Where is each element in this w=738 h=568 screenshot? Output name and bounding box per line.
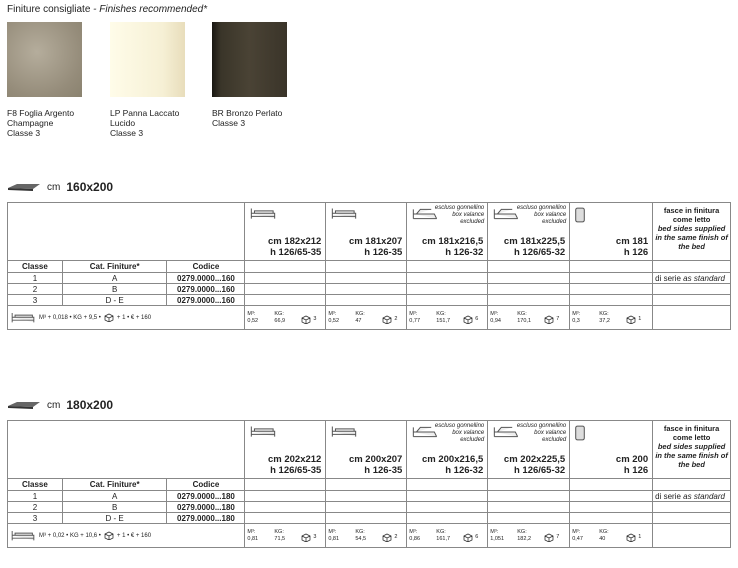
kg-value: 71,5 xyxy=(274,535,286,542)
header-note-line: escluso gonnellino xyxy=(516,205,567,211)
kg-value: 170,1 xyxy=(517,317,532,324)
dimension-header xyxy=(570,203,653,261)
header-note xyxy=(435,423,484,444)
price-table xyxy=(7,202,731,330)
box-count: 7 xyxy=(556,533,560,540)
empty-cell xyxy=(653,479,731,491)
package-icon xyxy=(626,315,636,324)
mattress-icon xyxy=(7,182,41,192)
empty-cell xyxy=(653,306,731,330)
kg-value: 47 xyxy=(355,317,362,324)
m3-label: M³: xyxy=(572,528,581,535)
m3-label: M³: xyxy=(409,310,418,317)
cell-codice: 0279.0000...180 xyxy=(167,502,245,513)
box-count: 2 xyxy=(394,315,398,322)
header-note-line: box valance xyxy=(534,430,567,436)
package-icon xyxy=(382,315,392,324)
col-codice: Codice xyxy=(167,479,245,491)
metrics-row xyxy=(8,524,731,548)
package-icon xyxy=(301,315,311,324)
empty-cell xyxy=(488,261,570,273)
price-cell xyxy=(326,491,407,502)
empty-cell xyxy=(653,502,731,513)
price-cell xyxy=(488,295,570,306)
dimension-header xyxy=(245,203,326,261)
kg-label: KG: xyxy=(517,528,527,535)
metrics-cell xyxy=(570,306,653,330)
fasce-line: come letto xyxy=(672,433,711,442)
dimension-header xyxy=(245,421,326,479)
header-note-line: escluso gonnellino xyxy=(516,423,567,429)
package-icon xyxy=(382,533,392,542)
empty-cell xyxy=(653,295,731,306)
price-cell xyxy=(245,273,326,284)
formula-text-2: + 1 • € + 160 xyxy=(116,532,152,539)
cell-cat: B xyxy=(62,284,167,295)
kg-value: 37,2 xyxy=(599,317,610,324)
empty-cell xyxy=(245,479,326,491)
price-cell xyxy=(326,284,407,295)
m3-label: M³: xyxy=(409,528,418,535)
bed-icon xyxy=(249,206,277,222)
price-cell xyxy=(245,295,326,306)
finish-label-line: LP Panna Laccato xyxy=(110,108,180,118)
metrics-cell xyxy=(326,306,407,330)
fasce-line-en: bed sides supplied xyxy=(657,224,726,233)
price-cell xyxy=(407,513,488,524)
metrics-cell xyxy=(570,524,653,548)
package-icon xyxy=(626,533,636,542)
cell-classe: 1 xyxy=(8,491,63,502)
cell-classe: 3 xyxy=(8,295,63,306)
fasce-line-en: the bed xyxy=(678,460,705,469)
header-note xyxy=(517,423,566,444)
std-it: di serie xyxy=(655,273,681,283)
bed-icon xyxy=(330,424,358,440)
price-cell xyxy=(570,295,653,306)
headboard-icon xyxy=(574,424,586,442)
metrics-cell xyxy=(488,306,570,330)
empty-cell xyxy=(653,513,731,524)
finish-label-3 xyxy=(212,108,302,128)
empty-cell xyxy=(326,479,407,491)
dimension-header xyxy=(488,421,570,479)
price-cell xyxy=(326,513,407,524)
price-cell xyxy=(326,502,407,513)
size-value: 180x200 xyxy=(66,398,114,412)
dimension-header xyxy=(407,203,488,261)
formula-text-2: + 1 • € + 160 xyxy=(116,314,152,321)
m3-value: 0,81 xyxy=(328,535,340,542)
cell-codice: 0279.0000...160 xyxy=(167,273,245,284)
fasce-line-en: in the same finish of xyxy=(655,451,728,460)
kg-label: KG: xyxy=(436,310,446,317)
m3-value: 0,77 xyxy=(409,317,421,324)
fasce-line-en: bed sides supplied xyxy=(657,442,726,451)
cell-classe: 3 xyxy=(8,513,63,524)
col-cat-finiture: Cat. Finiture* xyxy=(62,261,167,273)
formula-cell xyxy=(8,524,245,548)
package-icon xyxy=(104,313,114,322)
cell-codice: 0279.0000...180 xyxy=(167,491,245,502)
cell-cat: A xyxy=(62,273,167,284)
cell-classe: 1 xyxy=(8,273,63,284)
kg-label: KG: xyxy=(517,310,527,317)
dimension-header xyxy=(570,421,653,479)
header-note-line: excluded xyxy=(460,437,485,443)
column-header-row xyxy=(8,479,731,491)
package-icon xyxy=(463,315,473,324)
headboard-icon xyxy=(574,206,586,224)
header-note-line: box valance xyxy=(452,212,485,218)
finish-label-line: Classe 3 xyxy=(7,128,41,138)
dimension-width: cm 200 xyxy=(615,454,649,465)
kg-value: 66,9 xyxy=(274,317,286,324)
cell-codice: 0279.0000...180 xyxy=(167,513,245,524)
box-count: 2 xyxy=(394,533,398,540)
empty-cell xyxy=(653,524,731,548)
col-codice: Codice xyxy=(167,261,245,273)
fasce-line: come letto xyxy=(672,215,711,224)
standard-cell xyxy=(653,273,731,284)
std-en: as standard xyxy=(683,491,725,501)
metrics-cell xyxy=(407,524,488,548)
kg-value: 151,7 xyxy=(436,317,451,324)
finish-label-2 xyxy=(110,108,200,138)
header-note-line: excluded xyxy=(542,437,567,443)
price-cell xyxy=(245,502,326,513)
price-cell xyxy=(407,491,488,502)
formula-cell xyxy=(8,306,245,330)
header-note xyxy=(517,205,566,226)
dimension-header xyxy=(326,203,407,261)
header-row xyxy=(8,421,731,479)
column-header-row xyxy=(8,261,731,273)
finishes-title-en: - Finishes recommended* xyxy=(90,4,208,15)
kg-label: KG: xyxy=(436,528,446,535)
finishes-title-it: Finiture consigliate xyxy=(7,4,91,15)
header-note xyxy=(435,205,484,226)
m3-value: 0,86 xyxy=(409,535,421,542)
cell-cat: B xyxy=(62,502,167,513)
m3-value: 0,81 xyxy=(247,535,259,542)
price-cell xyxy=(488,502,570,513)
price-cell xyxy=(407,295,488,306)
header-note-line: escluso gonnellino xyxy=(434,205,485,211)
header-note-line: excluded xyxy=(542,219,567,225)
std-en: as standard xyxy=(683,273,725,283)
dimension-height: h 126-32 xyxy=(445,465,484,476)
package-icon xyxy=(463,533,473,542)
dimension-height: h 126/65-35 xyxy=(270,247,322,258)
m3-value: 0,47 xyxy=(572,535,583,542)
dimension-width: cm 181x207 xyxy=(348,236,403,247)
table-row xyxy=(8,502,731,513)
header-note-line: escluso gonnellino xyxy=(434,423,485,429)
metrics-cell xyxy=(488,524,570,548)
header-row xyxy=(8,203,731,261)
fasce-header xyxy=(653,203,731,261)
dimension-height: h 126 xyxy=(623,247,649,258)
package-icon xyxy=(544,315,554,324)
kg-label: KG: xyxy=(355,310,365,317)
kg-label: KG: xyxy=(599,310,609,317)
price-cell xyxy=(570,284,653,295)
m3-label: M³: xyxy=(490,528,499,535)
finish-swatch-argento xyxy=(7,22,82,97)
metrics-cell xyxy=(245,524,326,548)
empty-cell xyxy=(488,479,570,491)
dimension-header xyxy=(407,421,488,479)
bed-icon xyxy=(249,424,277,440)
finish-label-1 xyxy=(7,108,97,138)
table-row xyxy=(8,295,731,306)
empty-cell xyxy=(245,261,326,273)
finish-label-line: Lucido xyxy=(110,118,136,128)
box-count: 6 xyxy=(475,533,479,540)
header-blank xyxy=(8,203,245,261)
finish-label-line: Classe 3 xyxy=(110,128,144,138)
cell-classe: 2 xyxy=(8,284,63,295)
box-count: 7 xyxy=(556,315,560,322)
package-icon xyxy=(301,533,311,542)
empty-cell xyxy=(570,479,653,491)
dimension-height: h 126/65-32 xyxy=(513,247,566,258)
empty-cell xyxy=(570,261,653,273)
formula-text: M³ + 0,018 • KG + 9,5 • xyxy=(39,314,101,321)
price-cell xyxy=(570,513,653,524)
fasce-line-en: in the same finish of xyxy=(655,233,728,242)
finish-swatch-bronzo xyxy=(212,22,287,97)
cell-codice: 0279.0000...160 xyxy=(167,284,245,295)
header-note-line: excluded xyxy=(460,219,485,225)
fasce-header xyxy=(653,421,731,479)
m3-value: 0,52 xyxy=(247,317,259,324)
m3-value: 0,3 xyxy=(572,317,580,324)
box-count: 1 xyxy=(638,315,642,322)
kg-label: KG: xyxy=(355,528,365,535)
col-classe: Classe xyxy=(8,479,63,491)
price-cell xyxy=(326,273,407,284)
size-value: 160x200 xyxy=(66,180,114,194)
finishes-title xyxy=(7,4,207,15)
dimension-header xyxy=(326,421,407,479)
kg-value: 161,7 xyxy=(436,535,451,542)
col-cat-finiture: Cat. Finiture* xyxy=(62,479,167,491)
cell-cat: D - E xyxy=(62,295,167,306)
empty-cell xyxy=(407,261,488,273)
box-count: 6 xyxy=(475,315,479,322)
dimension-width: cm 200x216,5 xyxy=(421,454,484,465)
m3-label: M³: xyxy=(247,310,256,317)
m3-value: 0,94 xyxy=(490,317,501,324)
price-cell xyxy=(407,502,488,513)
bed-icon xyxy=(10,529,36,543)
empty-cell xyxy=(653,261,731,273)
cell-classe: 2 xyxy=(8,502,63,513)
kg-value: 54,5 xyxy=(355,535,367,542)
price-cell xyxy=(326,295,407,306)
m3-label: M³: xyxy=(247,528,256,535)
kg-label: KG: xyxy=(274,528,284,535)
dimension-width: cm 181 xyxy=(615,236,649,247)
finish-label-line: Champagne xyxy=(7,118,54,128)
col-classe: Classe xyxy=(8,261,63,273)
dimension-width: cm 202x225,5 xyxy=(503,454,566,465)
finish-swatch-panna xyxy=(110,22,185,97)
finish-label-line: BR Bronzo Perlato xyxy=(212,108,283,118)
metrics-row xyxy=(8,306,731,330)
kg-label: KG: xyxy=(599,528,609,535)
price-cell xyxy=(570,273,653,284)
bed-icon xyxy=(330,206,358,222)
standard-cell xyxy=(653,491,731,502)
std-it: di serie xyxy=(655,491,681,501)
box-count: 3 xyxy=(313,533,317,540)
empty-cell xyxy=(407,479,488,491)
fasce-line: fasce in finitura xyxy=(663,424,720,433)
box-count: 1 xyxy=(638,533,642,540)
metrics-cell xyxy=(407,306,488,330)
dimension-height: h 126-32 xyxy=(445,247,484,258)
empty-cell xyxy=(326,261,407,273)
cell-codice: 0279.0000...160 xyxy=(167,295,245,306)
dimension-width: cm 181x216,5 xyxy=(421,236,484,247)
price-cell xyxy=(570,502,653,513)
size-prefix: cm xyxy=(47,181,61,193)
price-cell xyxy=(407,284,488,295)
dimension-width: cm 181x225,5 xyxy=(503,236,566,247)
table-row xyxy=(8,513,731,524)
m3-value: 1,051 xyxy=(490,535,505,542)
price-cell xyxy=(488,273,570,284)
formula-text: M³ + 0,02 • KG + 10,6 • xyxy=(39,532,101,539)
dimension-height: h 126/65-35 xyxy=(270,465,322,476)
size-title xyxy=(7,180,113,194)
kg-label: KG: xyxy=(274,310,284,317)
price-cell xyxy=(407,273,488,284)
dimension-height: h 126-35 xyxy=(364,465,403,476)
dimension-header xyxy=(488,203,570,261)
fasce-line-en: the bed xyxy=(678,242,705,251)
empty-cell xyxy=(653,284,731,295)
price-cell xyxy=(245,513,326,524)
table-row xyxy=(8,491,731,502)
size-prefix: cm xyxy=(47,399,61,411)
kg-value: 182,2 xyxy=(517,535,532,542)
fasce-line: fasce in finitura xyxy=(663,206,720,215)
dimension-width: cm 200x207 xyxy=(348,454,403,465)
m3-label: M³: xyxy=(572,310,581,317)
finish-label-line: Classe 3 xyxy=(212,118,246,128)
dimension-height: h 126/65-32 xyxy=(513,465,566,476)
price-cell xyxy=(488,284,570,295)
dimension-height: h 126 xyxy=(623,465,649,476)
header-note-line: box valance xyxy=(534,212,567,218)
price-cell xyxy=(488,491,570,502)
mattress-icon xyxy=(7,400,41,410)
box-count: 3 xyxy=(313,315,317,322)
price-cell xyxy=(245,284,326,295)
dimension-height: h 126-35 xyxy=(364,247,403,258)
dimension-width: cm 182x212 xyxy=(267,236,322,247)
dimension-width: cm 202x212 xyxy=(267,454,322,465)
cell-cat: A xyxy=(62,491,167,502)
header-blank xyxy=(8,421,245,479)
size-title xyxy=(7,398,113,412)
price-cell xyxy=(570,491,653,502)
table-row xyxy=(8,273,731,284)
m3-label: M³: xyxy=(328,310,337,317)
price-table xyxy=(7,420,731,548)
bed-icon xyxy=(10,311,36,325)
header-note-line: box valance xyxy=(452,430,485,436)
package-icon xyxy=(544,533,554,542)
price-cell xyxy=(488,513,570,524)
cell-cat: D - E xyxy=(62,513,167,524)
package-icon xyxy=(104,531,114,540)
m3-label: M³: xyxy=(328,528,337,535)
finish-label-line: F8 Foglia Argento xyxy=(7,108,75,118)
m3-label: M³: xyxy=(490,310,499,317)
metrics-cell xyxy=(245,306,326,330)
kg-value: 40 xyxy=(599,535,606,542)
m3-value: 0,52 xyxy=(328,317,340,324)
table-row xyxy=(8,284,731,295)
metrics-cell xyxy=(326,524,407,548)
price-cell xyxy=(245,491,326,502)
